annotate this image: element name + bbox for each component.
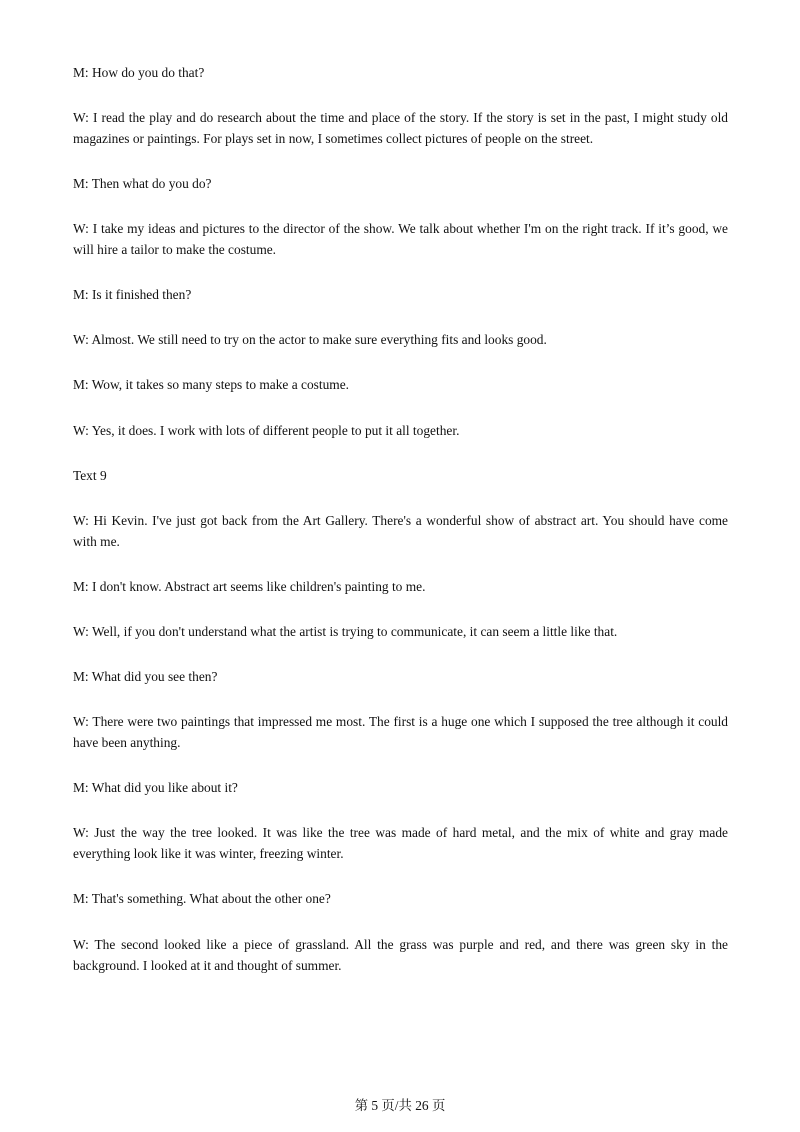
dialogue-line: M: Is it finished then? — [73, 287, 192, 302]
dialogue-line: W: Yes, it does. I work with lots of different people to put it all together. — [73, 423, 460, 438]
dialogue-line: W: Well, if you don't understand what the artist is trying to communicate, it can seem a little like that. — [73, 624, 618, 639]
dialogue-line: W: I take my ideas and pictures to the director of the show. We talk about whether I'm on the right track. If it’s good, we will hire a tailor to make the costume. — [73, 221, 728, 257]
dialogue-line: W: Just the way the tree looked. It was like the tree was made of hard metal, and the mix of white and gray made everything look like it was winter, freezing winter. — [73, 825, 728, 861]
dialogue-line: M: I don't know. Abstract art seems like children's painting to me. — [73, 579, 426, 594]
dialogue-line: W: I read the play and do research about the time and place of the story. If the story is set in the past, I might study old magazines or paintings. For plays set in now, I sometimes collect pictures of people on the street. — [73, 110, 728, 146]
dialogue-line: W: The second looked like a piece of grassland. All the grass was purple and red, and there was green sky in the background. I looked at it and thought of summer. — [73, 937, 728, 973]
page-number-footer: 第 5 页/共 26 页 — [354, 1098, 446, 1113]
dialogue-line: W: Hi Kevin. I've just got back from the Art Gallery. There's a wonderful show of abstract art. You should have come with me. — [73, 513, 728, 549]
dialogue-line: M: How do you do that? — [73, 65, 205, 80]
dialogue-line: M: That's something. What about the other one? — [73, 891, 331, 906]
dialogue-line: W: Almost. We still need to try on the actor to make sure everything fits and looks good. — [73, 332, 547, 347]
dialogue-line: M: What did you see then? — [73, 669, 218, 684]
dialogue-line: M: Wow, it takes so many steps to make a costume. — [73, 377, 349, 392]
dialogue-line: M: Then what do you do? — [73, 176, 212, 191]
section-heading: Text 9 — [73, 468, 107, 483]
dialogue-line: W: There were two paintings that impressed me most. The first is a huge one which I supposed the tree although it could have been anything. — [73, 714, 728, 750]
dialogue-line: M: What did you like about it? — [73, 780, 238, 795]
